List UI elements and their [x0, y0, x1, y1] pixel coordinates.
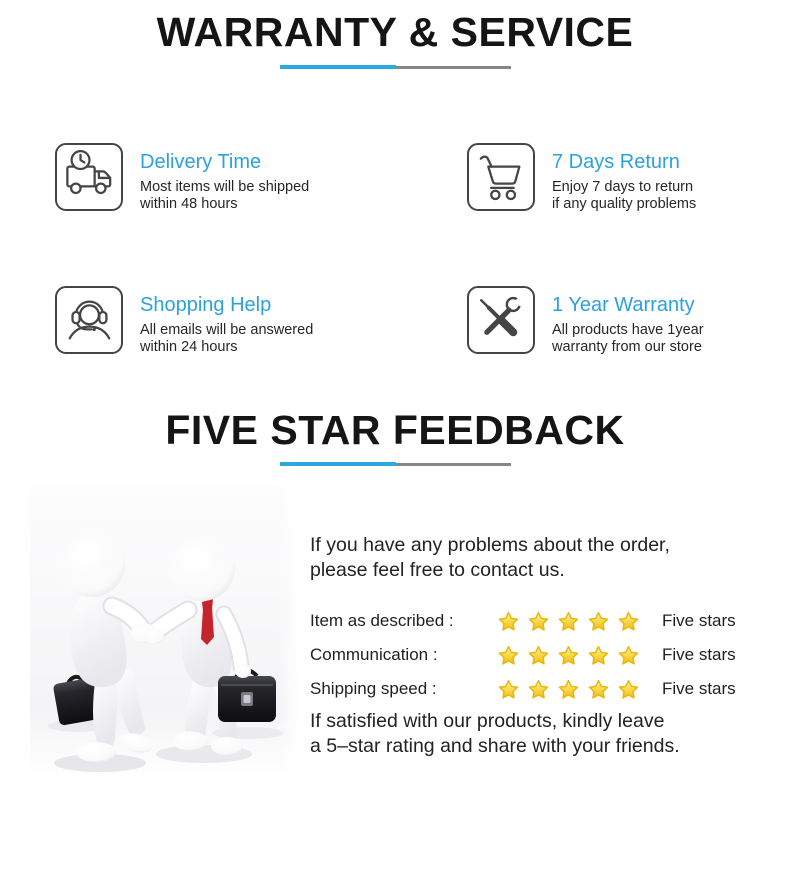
- star-icon: [497, 678, 520, 701]
- rating-value: Five stars: [662, 611, 736, 630]
- feature-1-year-warranty: [467, 286, 790, 366]
- feedback-intro-text: [310, 533, 780, 582]
- star-icon: [497, 610, 520, 633]
- feature-description: [140, 322, 405, 356]
- star-rating: [497, 678, 647, 701]
- star-icon: [617, 678, 640, 701]
- rating-row-item-as-described: [310, 606, 780, 636]
- feature-line2: within 48 hours: [140, 196, 238, 212]
- star-icon: [527, 678, 550, 701]
- section-divider: [280, 65, 511, 70]
- shopping-cart-icon: [467, 143, 535, 211]
- rating-row-communication: [310, 640, 780, 670]
- feature-heading: Shopping Help: [140, 294, 272, 316]
- star-icon: [527, 644, 550, 667]
- feature-heading: 1 Year Warranty: [552, 294, 695, 316]
- outro-line2: a 5–star rating and share with your friends.: [310, 734, 680, 757]
- feature-line1: All emails will be answered: [140, 322, 314, 338]
- rating-value: Five stars: [662, 679, 736, 698]
- rating-row-shipping-speed: [310, 674, 780, 704]
- feedback-section-title: FIVE STAR FEEDBACK: [165, 407, 625, 453]
- outro-line1: If satisfied with our products, kindly leave: [310, 710, 665, 732]
- star-icon: [587, 610, 610, 633]
- rating-label: Item as described :: [310, 611, 454, 630]
- star-rating: [497, 644, 647, 667]
- star-icon: [617, 644, 640, 667]
- feature-heading: Delivery Time: [140, 151, 262, 173]
- star-icon: [557, 644, 580, 667]
- feature-description: [552, 322, 790, 356]
- intro-line2: please feel free to contact us.: [310, 558, 565, 581]
- delivery-truck-icon: [55, 143, 123, 211]
- star-icon: [557, 610, 580, 633]
- feature-line2: if any quality problems: [552, 196, 697, 212]
- divider-blue-segment: [280, 65, 396, 69]
- section-divider: [280, 462, 511, 467]
- rating-label: Shipping speed :: [310, 679, 437, 698]
- divider-blue-segment: [280, 462, 396, 466]
- feature-line2: warranty from our store: [552, 339, 702, 355]
- star-icon: [557, 678, 580, 701]
- rating-label: Communication :: [310, 645, 438, 664]
- handshake-figures-image: [30, 486, 300, 776]
- feature-delivery-time: [55, 143, 405, 223]
- warranty-section-title: WARRANTY & SERVICE: [156, 9, 634, 55]
- feature-line1: All products have 1year: [552, 322, 704, 338]
- feedback-outro-text: [310, 709, 780, 758]
- headset-icon: [55, 286, 123, 354]
- star-icon: [587, 678, 610, 701]
- feature-line1: Enjoy 7 days to return: [552, 179, 694, 195]
- rating-value: Five stars: [662, 645, 736, 664]
- feature-shopping-help: [55, 286, 405, 366]
- star-rating: [497, 610, 647, 633]
- feature-line1: Most items will be shipped: [140, 179, 310, 195]
- intro-line1: If you have any problems about the order,: [310, 534, 670, 556]
- feature-line2: within 24 hours: [140, 339, 238, 355]
- star-icon: [587, 644, 610, 667]
- feature-description: [140, 179, 405, 213]
- feature-7-days-return: [467, 143, 790, 223]
- star-icon: [527, 610, 550, 633]
- tools-icon: [467, 286, 535, 354]
- divider-gray-segment: [396, 66, 511, 69]
- feature-description: [552, 179, 790, 213]
- star-icon: [497, 644, 520, 667]
- star-icon: [617, 610, 640, 633]
- divider-gray-segment: [396, 463, 511, 466]
- feature-heading: 7 Days Return: [552, 151, 680, 173]
